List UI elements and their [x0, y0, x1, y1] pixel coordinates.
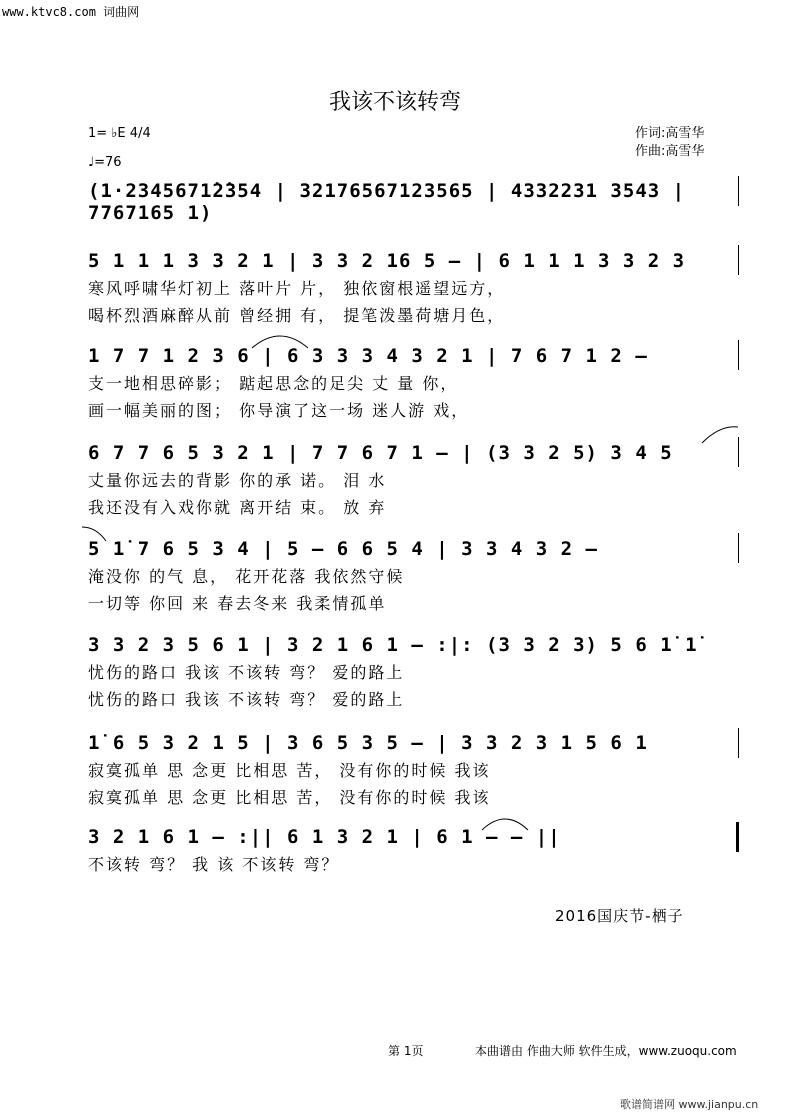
score-row-intro — [88, 180, 748, 224]
lyric-line-1: 不该转 弯？ 我 该 不该转 弯？ — [88, 855, 340, 874]
slur-mark — [80, 525, 110, 545]
lyric-line-2: 一切等 你回 来 春去冬来 我柔情孤单 — [88, 594, 387, 613]
credits — [635, 125, 704, 161]
page-number: 第 1页 — [388, 1044, 424, 1058]
lyric-line-1: 忧伤的路口 我该 不该转 弯？ 爱的路上 — [88, 663, 405, 682]
composer: 作曲:高雪华 — [635, 144, 705, 159]
time-signature: 4/4 — [129, 126, 151, 141]
notes-line: 1̇ 6 5 3 2 1 5 | 3 6 5 3 5 – | 3 3 2 3 1 5 6 1 — [88, 732, 648, 754]
notes-line: 1 7 7 1 2 3 6 | 6 3 3 3 4 3 2 1 | 7 6 7 1 2 – — [88, 345, 648, 367]
bar-line — [738, 728, 739, 758]
song-title: 我该不该转弯 — [328, 90, 461, 115]
signature: 2016国庆节-栖子 — [555, 907, 684, 925]
score-row-1 — [88, 250, 748, 330]
key-signature: 1= ♭E 4/4 — [88, 126, 151, 141]
lyric-line-2: 忧伤的路口 我该 不该转 弯？ 爱的路上 — [88, 690, 405, 709]
brand-watermark: 歌谱简谱网 www.jianpu.cn — [620, 1098, 759, 1111]
score-row-7 — [88, 826, 748, 886]
notes-line: 6 7 7 6 5 3 2 1 | 7 7 6 7 1 – | (3 3 2 5) 3 4 5 — [88, 442, 673, 464]
notes-line: 5 1̇ 7 6 5 3 4 | 5 – 6 6 5 4 | 3 3 4 3 2 – — [88, 538, 598, 560]
notes-line: 3 3 2 3 5 6 1 | 3 2 1 6 1 – :|: (3 3 2 3) 5 6 1̇ 1̇ — [88, 634, 698, 656]
site-label: www.ktvc8.com 词曲网 — [2, 5, 140, 19]
tempo-marking: ♩=76 — [88, 155, 122, 170]
lyric-line-2: 画一幅美丽的图； 你导演了这一场 迷人游 戏， — [88, 401, 470, 420]
lyric-line-1: 淹没你 的气 息， 花开花落 我依然守候 — [88, 567, 405, 586]
score-row-2 — [88, 345, 748, 425]
score-row-4 — [88, 538, 748, 618]
slur-mark — [700, 425, 740, 445]
lyric-line-2: 喝杯烈酒麻醉从前 曾经拥 有， 提笔泼墨荷塘月色， — [88, 306, 506, 325]
lyricist: 作词:高雪华 — [635, 126, 705, 141]
final-bar-line — [736, 822, 739, 852]
score-row-6 — [88, 732, 748, 812]
bar-line — [738, 340, 739, 370]
bar-line — [738, 176, 739, 206]
slur-mark — [250, 330, 310, 350]
bar-line — [738, 245, 739, 275]
notes-line: 3 2 1 6 1 – :|| 6 1 3 2 1 | 6 1 – – || — [88, 826, 561, 848]
lyric-line-2: 我还没有入戏你就 离开结 束。 放 弃 — [88, 498, 387, 517]
generator-note: 本曲谱由 作曲大师 软件生成，www.zuoqu.com — [475, 1044, 737, 1058]
slur-mark — [480, 812, 530, 832]
lyric-line-2: 寂寞孤单 思 念更 比相思 苦， 没有你的时候 我该 — [88, 788, 491, 807]
score-row-3 — [88, 442, 748, 522]
lyric-line-1: 丈量你远去的背影 你的承 诺。 泪 水 — [88, 471, 387, 490]
notes-line: 5 1 1 1 3 3 2 1 | 3 3 2 16 5 – | 6 1 1 1 3 3 2 3 — [88, 250, 686, 272]
score-row-5 — [88, 634, 748, 714]
bar-line — [738, 533, 739, 563]
notes-line: (1·2345671̇2̇354 | 32176567123565 | 4332231 3543 | 7767165 1) — [88, 180, 686, 224]
lyric-line-1: 支一地相思碎影； 踮起思念的足尖 丈 量 你， — [88, 374, 459, 393]
lyric-line-1: 寂寞孤单 思 念更 比相思 苦， 没有你的时候 我该 — [88, 761, 491, 780]
lyric-line-1: 寒风呼啸华灯初上 落叶片 片， 独依窗根遥望远方， — [88, 279, 506, 298]
